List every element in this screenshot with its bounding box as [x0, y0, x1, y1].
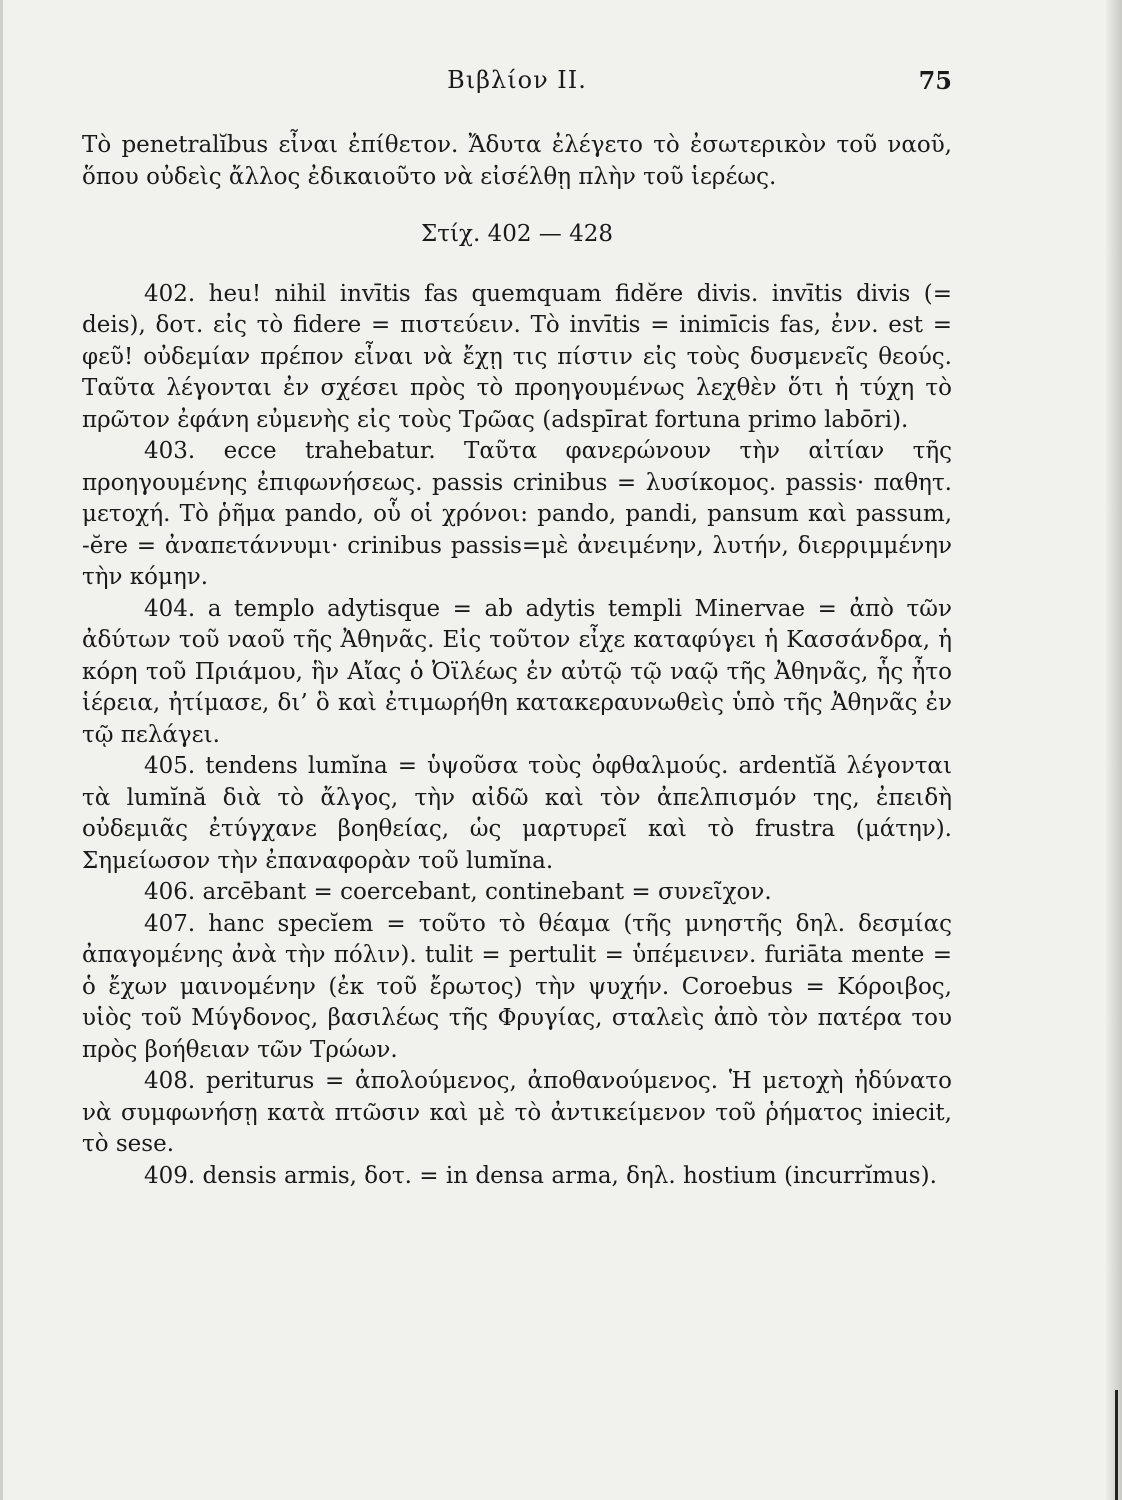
- note-405: 405. tendens lumĭna = ὑψοῦσα τοὺς ὀφθαλμούς. ardentĭă λέγονται τὰ lumĭnă διὰ τὸ ἄλγος, τὴν αἰδῶ καὶ τὸν ἀπελπισμόν της, ἐπειδὴ οὐδεμιᾶς ἐτύγχανε βοηθείας, ὡς μαρτυρεῖ καὶ τὸ frustra (μάτην). Σημείωσον τὴν ἐπαναφορὰν τοῦ lumĭna.: [82, 753, 952, 874]
- running-head: Βιβλίον II.: [447, 66, 587, 94]
- note-403: 403. ecce trahebatur. Ταῦτα φανερώνουν τὴν αἰτίαν τῆς προηγουμένης ἐπιφωνήσεως. passis crinibus = λυσίκομος. passis· παθητ. μετοχή. Τὸ ῥῆμα pando, οὗ οἱ χρόνοι: pando, pandi, pansum καὶ passum, -ĕre = ἀναπετάννυμι· crinibus passis=μὲ ἀνειμένην, λυτήν, διερριμμένην τὴν κόμην.: [82, 438, 952, 590]
- corner-mark: [1115, 1390, 1118, 1500]
- note-406: 406. arcēbant = coercebant, continebant = συνεῖχον.: [144, 879, 772, 905]
- page-number: 75: [918, 66, 952, 95]
- page-right-shadow: [1106, 0, 1122, 1500]
- page-header: [82, 66, 952, 106]
- note-408: 408. periturus = ἀπολούμενος, ἀποθανούμενος. Ἡ μετοχὴ ἠδύνατο νὰ συμφωνήσῃ κατὰ πτῶσιν καὶ μὲ τὸ ἀντικείμενον τοῦ ῥήματος iniecit, τὸ sese.: [82, 1068, 952, 1157]
- section-heading: Στίχ. 402 — 428: [421, 221, 613, 247]
- page-body: [82, 130, 952, 1192]
- page-left-edge: [0, 0, 3, 1500]
- note-407: 407. hanc specĭem = τοῦτο τὸ θέαμα (τῆς μνηστῆς δηλ. δεσμίας ἀπαγομένης ἀνὰ τὴν πόλιν). tulit = pertulit = ὑπέμεινεν. furiāta mente = ὁ ἔχων μαινομένην (ἐκ τοῦ ἔρωτος) τὴν ψυχήν. Coroebus = Κόροιβος, υἱὸς τοῦ Μύγδονος, βασιλέως τῆς Φρυγίας, σταλεὶς ἀπὸ τὸν πατέρα του πρὸς βοήθειαν τῶν Τρώων.: [82, 910, 952, 1063]
- note-402: 402. heu! nihil invītis fas quemquam fidĕre divis. invītis divis (= deis), δοτ. εἰς τὸ fidere = πιστεύειν. Τὸ invītis = inimīcis fas, ἐνν. est = φεῦ! οὐδεμίαν πρέπον εἶναι νὰ ἔχῃ τις πίστιν εἰς τοὺς δυσμενεῖς θεούς. Ταῦτα λέγονται ἐν σχέσει πρὸς τὸ προηγουμένως λεχθὲν ὅτι ἡ τύχη τὸ πρῶτον ἐφάνη εὐμενὴς εἰς τοὺς Τρῶας (adspīrat fortuna primo labōri).: [82, 280, 952, 433]
- intro-paragraph: Τὸ penetralĭbus εἶναι ἐπίθετον. Ἄδυτα ἐλέγετο τὸ ἐσωτερικὸν τοῦ ναοῦ, ὅπου οὐδεὶς ἄλλος ἐδικαιοῦτο νὰ εἰσέλθῃ πλὴν τοῦ ἱερέως.: [82, 132, 952, 190]
- note-409: 409. densis armis, δοτ. = in densa arma, δηλ. hostium (incurrĭmus).: [144, 1162, 937, 1189]
- note-404: 404. a templo adytisque = ab adytis templi Minervae = ἀπὸ τῶν ἀδύτων τοῦ ναοῦ τῆς Ἀθηνᾶς. Εἰς τοῦτον εἶχε καταφύγει ἡ Κασσάνδρα, ἡ κόρη τοῦ Πριάμου, ἣν Αἴας ὁ Ὀϊλέως ἐν αὐτῷ τῷ ναῷ τῆς Ἀθηνᾶς, ἧς ἦτο ἱέρεια, ἠτίμασε, δι’ ὃ καὶ ἐτιμωρήθη κατακεραυνωθεὶς ὑπὸ τῆς Ἀθηνᾶς ἐν τῷ πελάγει.: [82, 595, 952, 748]
